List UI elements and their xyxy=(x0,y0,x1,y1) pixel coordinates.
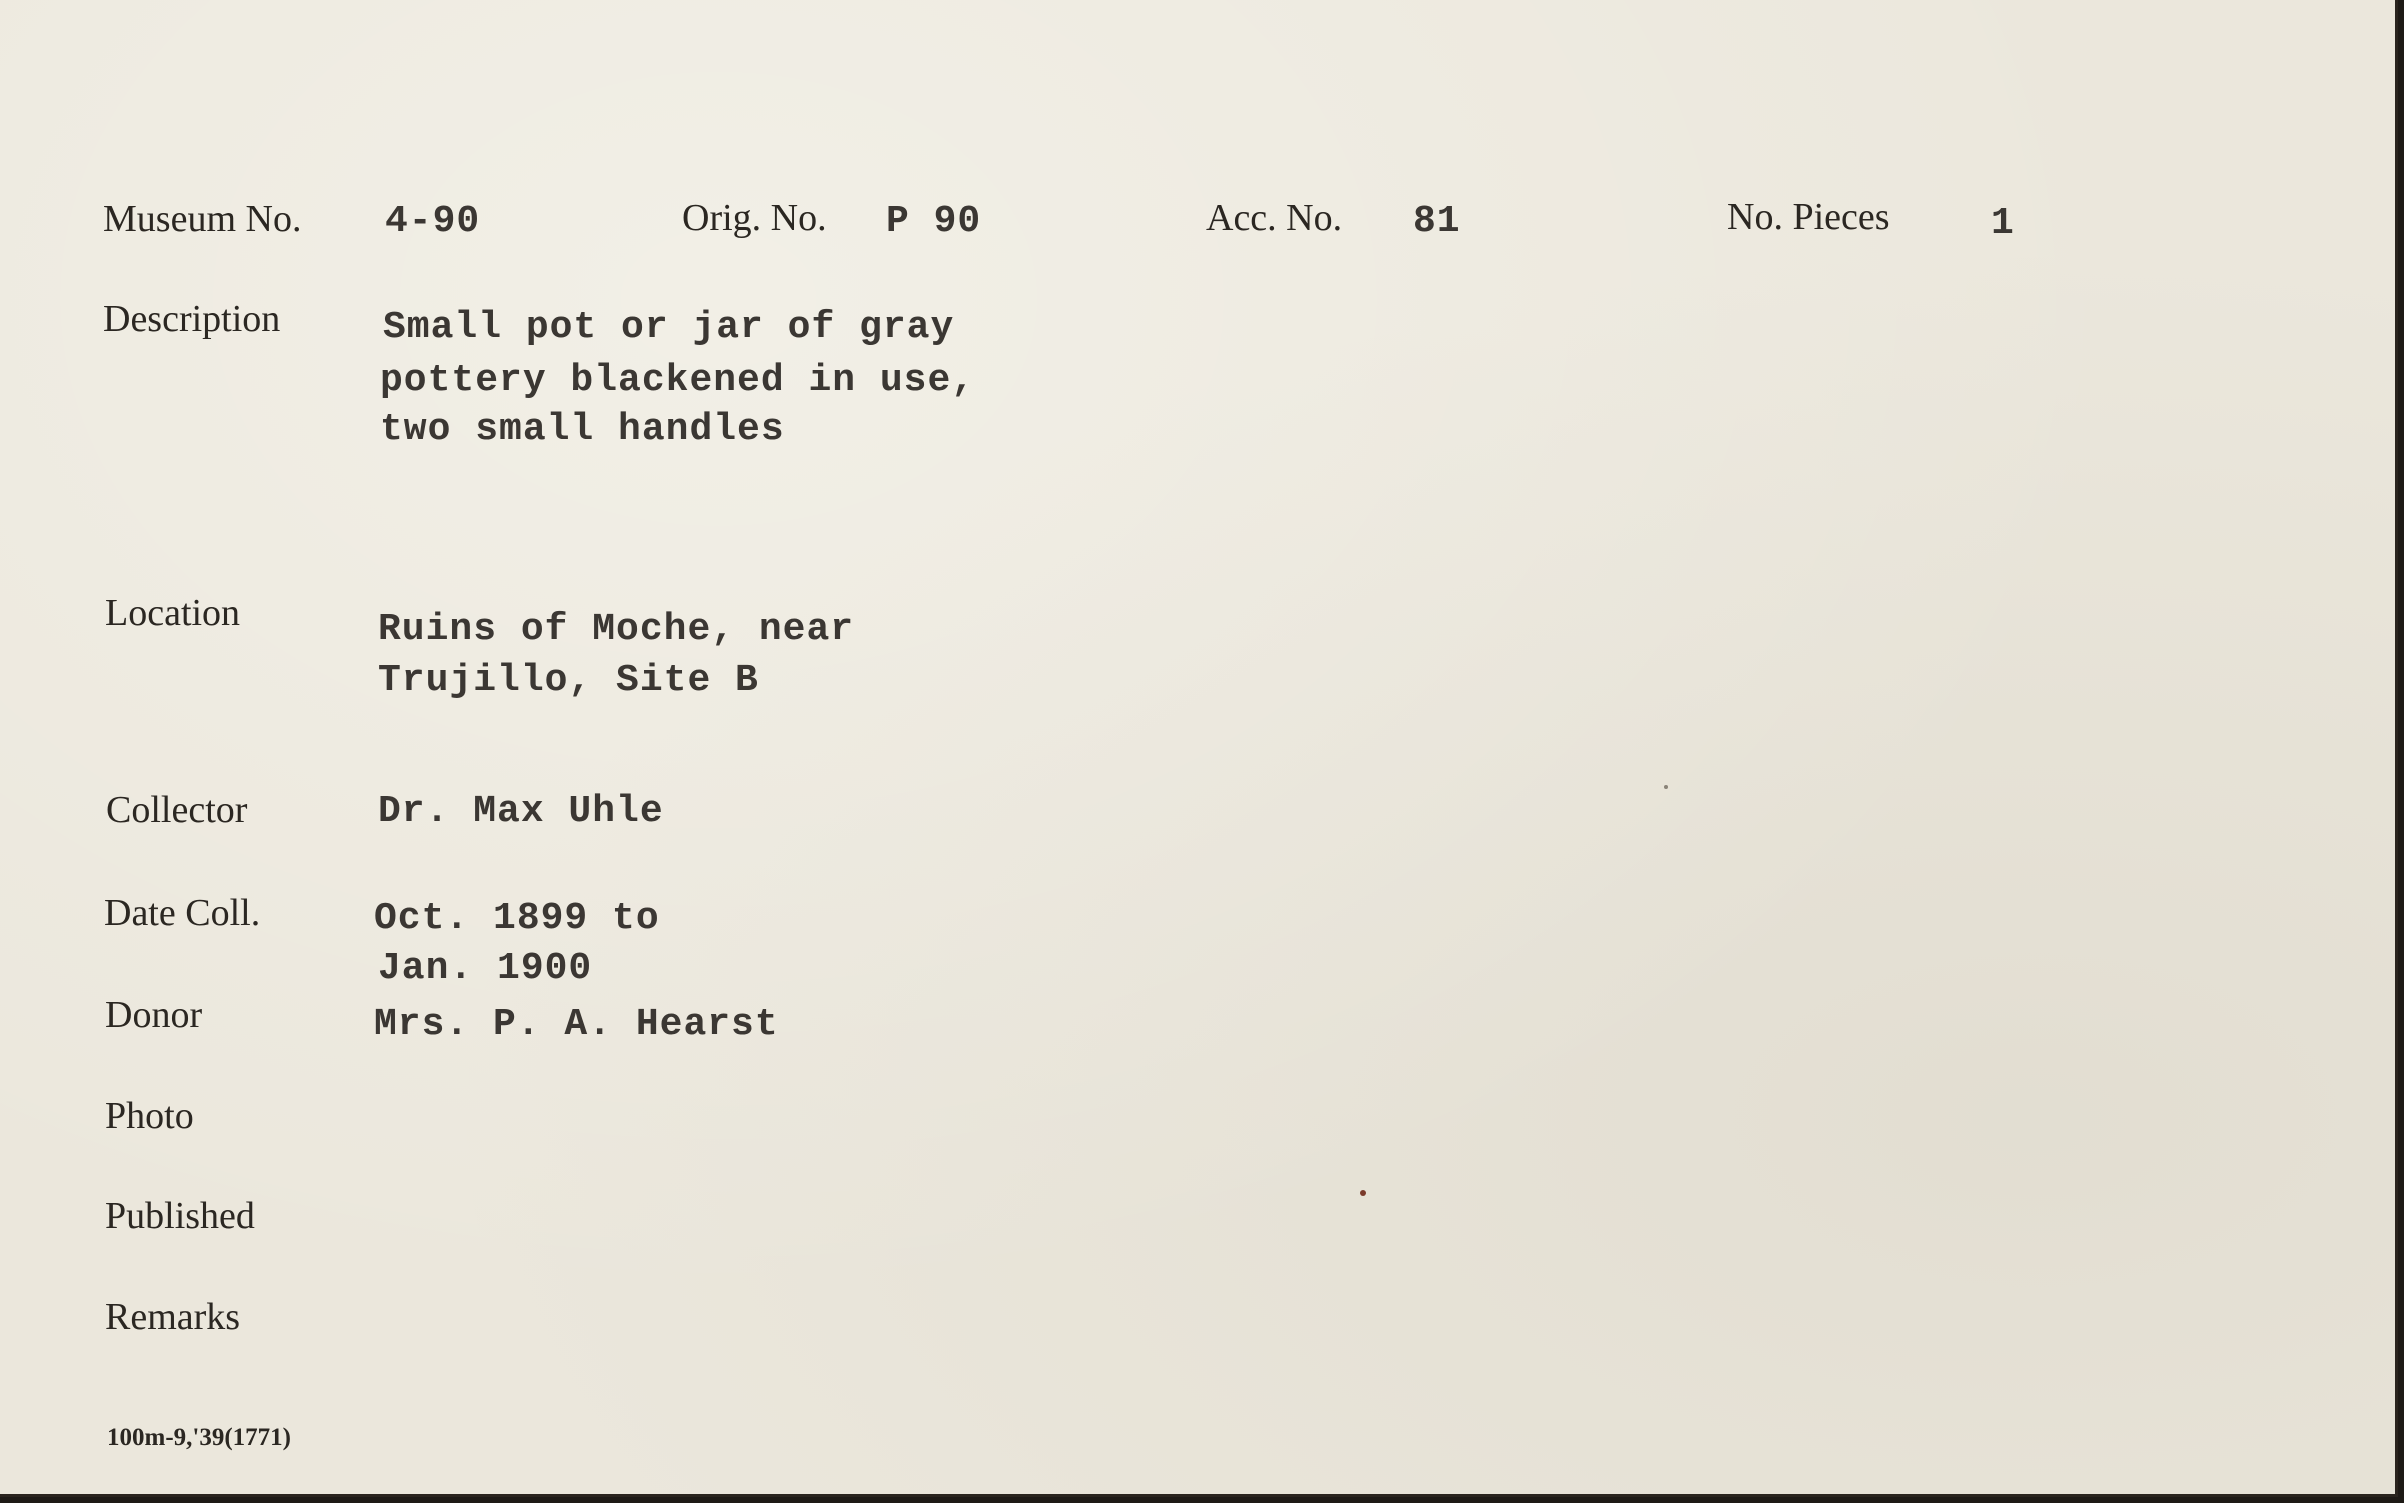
description-label: Description xyxy=(103,298,281,340)
museum-no-value: 4-90 xyxy=(385,200,481,243)
location-line: Trujillo, Site B xyxy=(378,659,759,702)
date-coll-line: Oct. 1899 to xyxy=(374,897,660,940)
no-pieces-label: No. Pieces xyxy=(1727,196,1890,238)
location-label: Location xyxy=(105,592,241,634)
date-coll-line: Jan. 1900 xyxy=(378,947,593,990)
donor-value: Mrs. P. A. Hearst xyxy=(374,1003,779,1046)
description-line: pottery blackened in use, xyxy=(380,359,976,402)
collector-label: Collector xyxy=(106,789,248,831)
acc-no-label: Acc. No. xyxy=(1206,197,1343,239)
date-coll-label: Date Coll. xyxy=(104,892,261,934)
stain-speck xyxy=(1664,785,1668,789)
print-code: 100m-9,'39(1771) xyxy=(107,1424,291,1451)
description-line: Small pot or jar of gray xyxy=(383,306,955,349)
stain-speck xyxy=(1360,1190,1366,1196)
published-label: Published xyxy=(105,1195,255,1237)
photo-label: Photo xyxy=(105,1095,194,1137)
location-line: Ruins of Moche, near xyxy=(378,608,855,651)
no-pieces-value: 1 xyxy=(1991,202,2015,245)
orig-no-value: P 90 xyxy=(886,200,982,243)
museum-no-label: Museum No. xyxy=(103,198,302,240)
description-line: two small handles xyxy=(380,408,785,451)
collector-value: Dr. Max Uhle xyxy=(378,790,664,833)
acc-no-value: 81 xyxy=(1413,200,1461,243)
orig-no-label: Orig. No. xyxy=(682,197,827,239)
donor-label: Donor xyxy=(105,994,203,1036)
remarks-label: Remarks xyxy=(105,1296,241,1338)
